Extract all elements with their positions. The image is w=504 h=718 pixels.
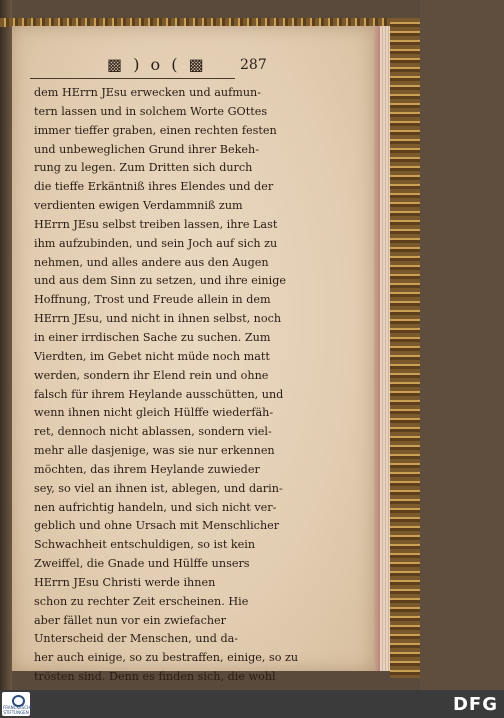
text-line: Hoffnung, Trost und Freude allein in dem <box>34 293 271 307</box>
viewer-footer <box>0 690 504 718</box>
text-line: tern lassen und in solchem Worte GOttes <box>34 104 268 118</box>
text-line: wenn ihnen nicht gleich Hülffe wiederfäh- <box>34 406 274 420</box>
text-line: ihm aufzubinden, und sein Joch auf sich zu <box>34 236 278 250</box>
right-cover-border <box>390 18 420 678</box>
text-line: nehmen, und alles andere aus den Augen <box>34 255 269 269</box>
text-line: Vierdten, im Gebet nicht müde noch matt <box>34 349 270 363</box>
text-line: schon zu rechter Zeit erscheinen. Hie <box>34 594 249 608</box>
dfg-logo[interactable]: DFG <box>452 694 498 715</box>
text-line: geblich und ohne Ursach mit Menschlicher <box>34 519 280 533</box>
text-line: her auch einige, so zu bestraffen, einige, so zu <box>34 651 299 665</box>
header-rule <box>30 78 235 79</box>
text-line: aber fället nun vor ein zwiefacher <box>34 613 227 627</box>
text-line: immer tieffer graben, einen rechten festen <box>34 123 277 137</box>
text-line: die tieffe Erkäntniß ihres Elendes und der <box>34 180 274 194</box>
text-line: werden, sondern ihr Elend rein und ohne <box>34 368 269 382</box>
text-line: trösten sind. Denn es finden sich, die wohl <box>34 670 276 684</box>
text-line: verdienten ewigen Verdammniß zum <box>34 199 243 213</box>
text-line: dem HErrn JEsu erwecken und aufmun- <box>34 86 262 99</box>
text-line: HErrn JEsu, und nicht in ihnen selbst, noch <box>34 312 282 326</box>
text-line: falsch für ihrem Heylande ausschütten, und <box>34 387 284 401</box>
page-header <box>12 55 374 77</box>
institution-logo[interactable] <box>2 692 33 716</box>
page-body-text <box>34 84 299 706</box>
page-edge-stack <box>380 26 390 671</box>
text-line: HErrn JEsu Christi werde ihnen <box>34 575 216 589</box>
text-line: HErrn JEsu selbst treiben lassen, ihre Last <box>34 217 278 231</box>
text-line: Zweiffel, die Gnade und Hülffe unsers <box>34 557 250 571</box>
text-line: und unbeweglichen Grund ihrer Bekeh- <box>34 142 259 156</box>
background-area <box>420 0 504 690</box>
header-ornament: ▩ ) o ( ▩ <box>107 55 207 74</box>
page-number: 287 <box>240 57 267 73</box>
text-line: mehr alle dasjenige, was sie nur erkennen <box>34 444 275 458</box>
text-line: in einer irrdischen Sache zu suchen. Zum <box>34 330 271 344</box>
left-binding-edge <box>0 0 12 690</box>
text-line: nen aufrichtig handeln, und sich nicht ver- <box>34 500 277 514</box>
text-line: möchten, das ihrem Heylande zuwieder <box>34 462 260 476</box>
text-line: ret, dennoch nicht ablassen, sondern viel- <box>34 425 272 439</box>
text-line: Unterscheid der Menschen, und da- <box>34 632 239 646</box>
text-line: sey, so viel an ihnen ist, ablegen, und darin- <box>34 481 283 495</box>
text-line: und aus dem Sinn zu setzen, und ihre einige <box>34 274 287 288</box>
text-line: rung zu legen. Zum Dritten sich durch <box>34 161 253 175</box>
text-line: Schwachheit entschuldigen, so ist kein <box>34 538 256 552</box>
logo-text: FRANCKESCHE STIFTUNGEN <box>3 705 33 715</box>
